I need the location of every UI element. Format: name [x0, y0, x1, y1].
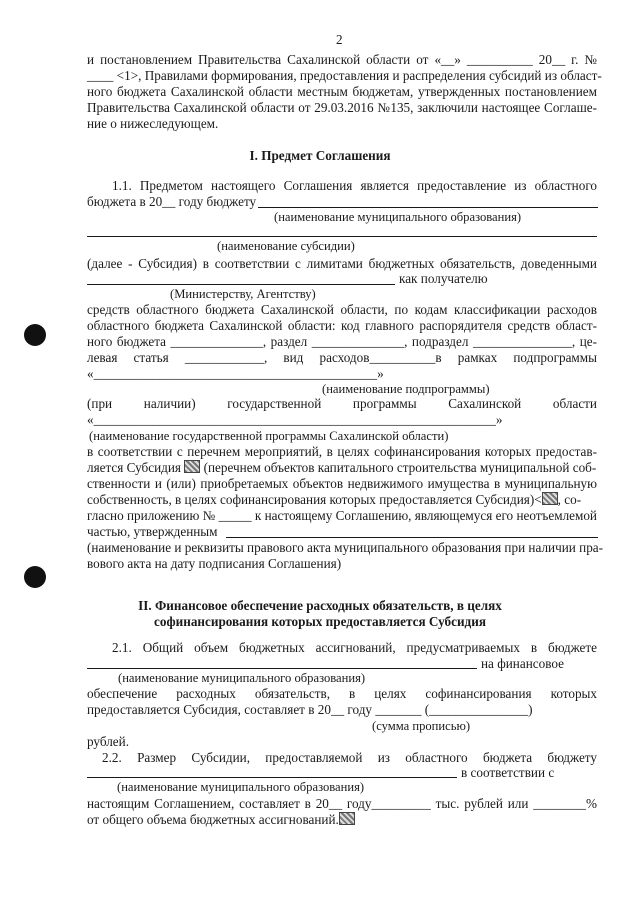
caption-sum-in-words: (сумма прописью) — [372, 719, 471, 733]
s2-line-4: предоставляется Субсидия, составляет в 20__ году _______ (_______________) — [87, 702, 533, 717]
s2-line-3: обеспечение расходных обязательств, в целях софинансирования которых — [87, 686, 597, 701]
municipal-blank — [258, 207, 598, 208]
s1-line-19: вового акта на дату подписания Соглашения) — [87, 556, 342, 571]
s2-line-8: настоящим Соглашением, составляет в 20__ году_________ тыс. рублей или ________% — [87, 796, 597, 811]
caption-subprogram: (наименование подпрограммы) — [322, 382, 490, 396]
footnote-stamp-icon — [184, 460, 200, 473]
legal-act-blank — [226, 537, 598, 538]
s2-line-9 — [87, 812, 355, 828]
s1-line-11: «_____________________________________________________________» — [87, 412, 503, 427]
caption-state-program: (наименование государственной программы Сахалинской области) — [89, 429, 449, 443]
s1-line-12: в соответствии с перечнем мероприятий, в целях софинансирования которых предостав- — [87, 444, 597, 459]
intro-line-2: ____ <1>, Правилами формирования, предоставления и распределения субсидий из област- — [87, 68, 602, 83]
s1-line-17: частью, утвержденным — [87, 524, 218, 539]
budget-municipal-blank — [87, 668, 477, 669]
footnote-stamp-icon — [339, 812, 355, 825]
s2-line-1: 2.1. Общий объем бюджетных ассигнований, предусматриваемых в бюджете — [112, 640, 597, 655]
intro-line-3: ного бюджета Сахалинской области местным бюджетам, утвержденных постановлением — [87, 84, 597, 99]
intro-line-5: ние о нижеследующем. — [87, 116, 219, 131]
s1-line-4-end: как получателю — [399, 271, 488, 286]
s1-line-13-start: ляется Субсидия — [87, 460, 181, 475]
section-2-heading-1: II. Финансовое обеспечение расходных обязательств, в целях — [138, 598, 502, 613]
s1-line-14: ственности и (или) приобретаемых объектов недвижимого имущества в муниципальную — [87, 476, 597, 491]
caption-subsidy: (наименование субсидии) — [217, 239, 355, 253]
subsidy-blank — [87, 236, 597, 237]
footnote-stamp-icon — [542, 492, 558, 505]
s2-line-2-end: на финансовое — [481, 656, 564, 671]
s1-line-2: бюджета в 20__ году бюджету — [87, 194, 257, 209]
s1-line-9: «___________________________________________» — [87, 366, 384, 381]
punch-hole — [24, 566, 46, 588]
s1-line-13-end: (перечнем объектов капитального строительства муниципальной соб- — [200, 460, 597, 475]
section-2-heading-2: софинансирования которых предоставляется Субсидия — [154, 614, 486, 629]
s1-line-13 — [87, 460, 596, 476]
s2-line-5: рублей. — [87, 734, 130, 749]
s1-line-3: (далее - Субсидия) в соответствии с лимитами бюджетных обязательств, доведенными — [87, 256, 597, 271]
s2-line-9-text: от общего объема бюджетных ассигнований. — [87, 812, 339, 827]
s1-line-18: (наименование и реквизиты правового акта муниципального образования при наличии пра- — [87, 540, 604, 555]
subsidy-municipal-blank — [87, 777, 457, 778]
intro-line-1: и постановлением Правительства Сахалинской области от «__» __________ 20__ г. № — [87, 52, 597, 67]
section-1-heading: I. Предмет Соглашения — [249, 148, 391, 163]
s2-line-6: 2.2. Размер Субсидии, предоставляемой из областного бюджета бюджету — [102, 750, 597, 765]
intro-line-4: Правительства Сахалинской области от 29.03.2016 №135, заключили настоящее Соглаше- — [87, 100, 597, 115]
s1-line-15-end: , со- — [557, 492, 582, 507]
s1-line-10: (при наличии) государственной программы Сахалинской области — [87, 396, 597, 411]
ministry-blank — [87, 284, 395, 285]
s1-line-5: средств областного бюджета Сахалинской области, по кодам классификации расходов — [87, 302, 597, 317]
s1-line-15-start: собственность, в целях софинансирования которых предоставляется Субсидия)< — [87, 492, 542, 507]
s1-line-7: ного бюджета ______________, раздел ______________, подраздел _______________, це- — [87, 334, 597, 349]
s1-line-6: областного бюджета Сахалинской области: код главного распорядителя средств област- — [87, 318, 597, 333]
s1-line-15 — [87, 492, 581, 508]
s2-line-7-end: в соответствии с — [461, 765, 555, 780]
caption-ministry: (Министерству, Агентству) — [170, 287, 316, 301]
punch-hole — [24, 324, 46, 346]
s1-line-1: 1.1. Предметом настоящего Соглашения является предоставление из областного — [112, 178, 597, 193]
caption-municipal-1: (наименование муниципального образования) — [118, 671, 366, 685]
s1-line-16: гласно приложению № _____ к настоящему Соглашению, являющемуся его неотъемлемой — [87, 508, 597, 523]
page-number: 2 — [336, 32, 343, 47]
caption-municipal-2: (наименование муниципального образования) — [117, 780, 365, 794]
caption-municipal: (наименование муниципального образования) — [274, 210, 522, 224]
s1-line-8: левая статья ____________, вид расходов__________в рамках подпрограммы — [87, 350, 597, 365]
